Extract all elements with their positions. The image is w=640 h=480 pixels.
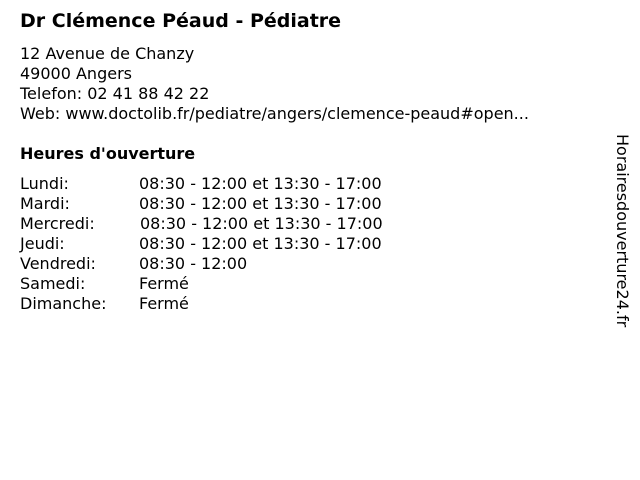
day-hours: 08:30 - 12:00 et 13:30 - 17:00 [139,174,382,193]
hours-row-tuesday [20,194,383,214]
day-label: Mercredi: [20,214,95,233]
day-hours: Fermé [139,274,189,293]
city-address: 49000 Angers [20,64,132,83]
hours-row-monday [20,174,383,194]
address-block [20,44,529,124]
hours-row-wednesday [20,214,383,234]
day-hours: 08:30 - 12:00 et 13:30 - 17:00 [140,214,383,233]
site-watermark: Horairesdouverture24.fr [613,134,632,328]
day-hours: Fermé [139,294,189,313]
day-hours: 08:30 - 12:00 et 13:30 - 17:00 [139,234,382,253]
day-hours: 08:30 - 12:00 et 13:30 - 17:00 [139,194,382,213]
hours-row-saturday [20,274,383,294]
hours-row-friday [20,254,383,274]
day-label: Lundi: [20,174,69,193]
page-title: Dr Clémence Péaud - Pédiatre [20,10,342,32]
hours-row-sunday [20,294,383,314]
day-hours: 08:30 - 12:00 [139,254,248,273]
opening-hours-table [20,174,383,314]
street-address: 12 Avenue de Chanzy [20,44,195,63]
hours-heading: Heures d'ouverture [20,144,196,163]
day-label: Samedi: [20,274,86,293]
day-label: Mardi: [20,194,70,213]
phone-number: Telefon: 02 41 88 42 22 [20,84,210,103]
day-label: Dimanche: [20,294,107,313]
website-link: Web: www.doctolib.fr/pediatre/angers/clemence-peaud#open... [20,104,529,123]
hours-row-thursday [20,234,383,254]
day-label: Jeudi: [20,234,65,253]
day-label: Vendredi: [20,254,96,273]
